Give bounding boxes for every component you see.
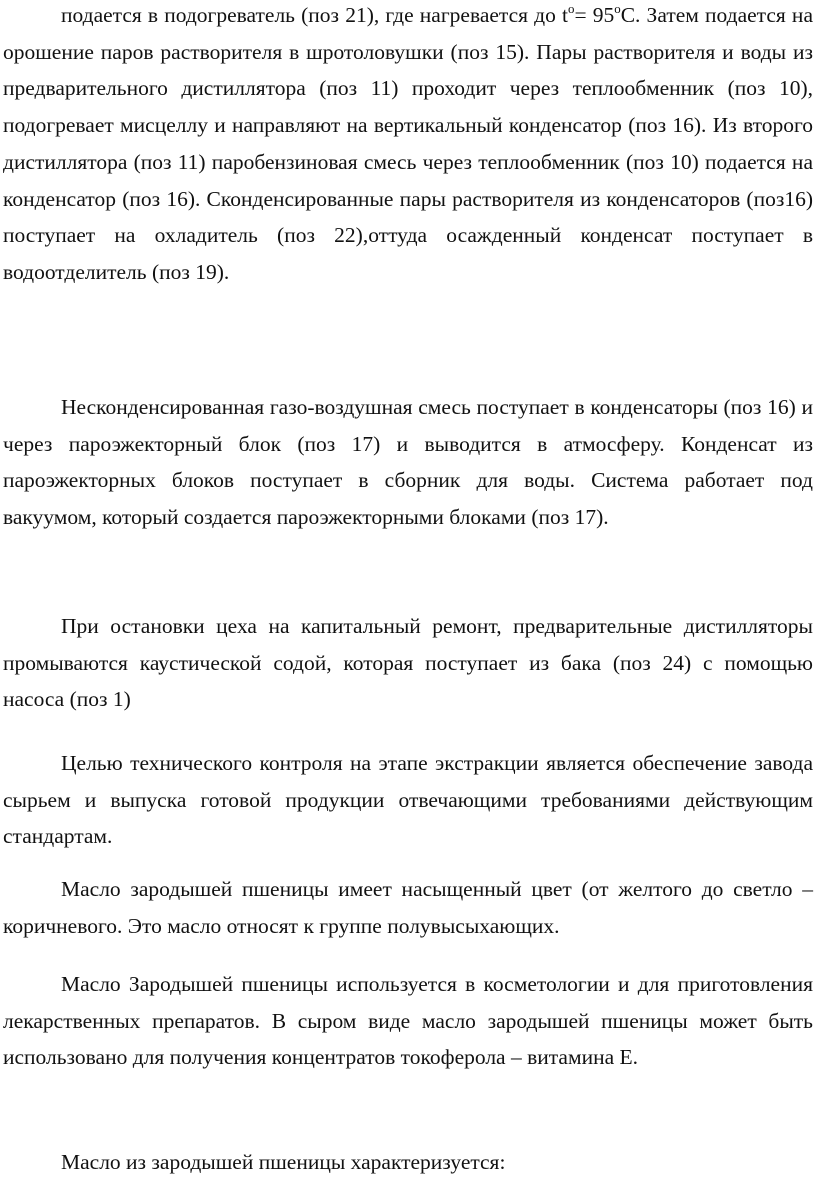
paragraph-6: Масло Зародышей пшеницы используется в косметологии и для приготовления лекарственных препаратов. В сыром виде масло зародышей пшеницы может быть использовано для получения концентратов токоферола – витамина Е. <box>3 972 813 1070</box>
paragraph-3: При остановки цеха на капитальный ремонт, предварительные дистилляторы промываются каустической содой, которая поступает из бака (поз 24) с помощью насоса (поз 1) <box>3 614 813 712</box>
paragraph-1-text-b: = 95 <box>574 3 615 27</box>
paragraph-7: Масло из зародышей пшеницы характеризуется: <box>61 1150 506 1174</box>
paragraph-1 <box>3 0 813 291</box>
paragraph-1-text-a: подается в подогреватель (поз 21), где нагревается до t <box>61 3 568 27</box>
degree-superscript-2: о <box>614 1 621 16</box>
paragraph-2: Несконденсированная газо-воздушная смесь поступает в конденсаторы (поз 16) и через пароэжекторный блок (поз 17) и выводится в атмосферу. Конденсат из пароэжекторных блоков поступает в сборник для воды. Система работает под вакуумом, который создается пароэжекторными блоками (поз 17). <box>3 395 813 530</box>
paragraph-1-text-c: С. Затем подается на орошение паров растворителя в шротоловушки (поз 15). Пары растворителя и воды из предварительного дистиллятора (поз 11) проходит через теплообменник (поз 10), подогревает мисцеллу и направляют на вертикальный конденсатор (поз 16). Из второго дистиллятора (поз 11) паробензиновая смесь через теплообменник (поз 10) подается на конденсатор (поз 16). Сконденсированные пары растворителя из конденсаторов (поз16) поступает на охладитель (поз 22),оттуда осажденный конденсат поступает в водоотделитель (поз 19). <box>3 3 813 284</box>
paragraph-5: Масло зародышей пшеницы имеет насыщенный цвет (от желтого до светло – коричневого. Это масло относят к группе полувысыхающих. <box>3 877 813 938</box>
degree-superscript-1: о <box>567 1 575 16</box>
paragraph-4: Целью технического контроля на этапе экстракции является обеспечение завода сырьем и выпуска готовой продукции отвечающими требованиями действующим стандартам. <box>3 751 813 849</box>
